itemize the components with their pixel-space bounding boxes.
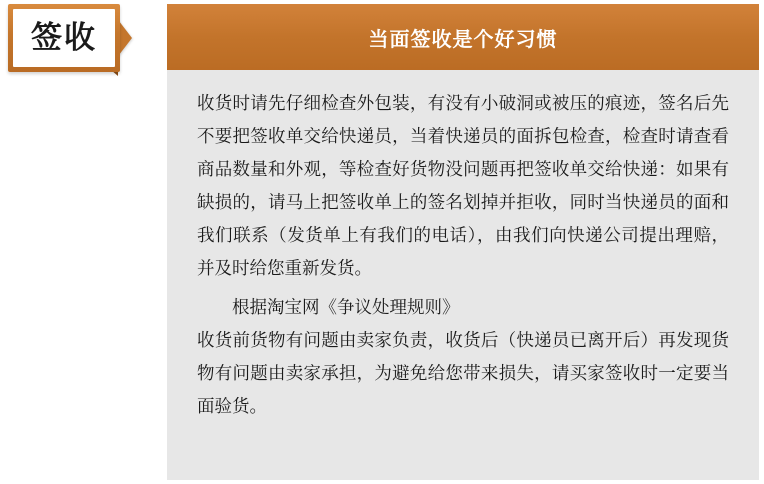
paragraph-rule-reference: 根据淘宝网《争议处理规则》 [232,298,460,318]
info-panel-body [167,70,759,434]
paragraph-inspection: 收货时请先仔细检查外包装，有没有小破洞或被压的痕迹，签名后先不要把签收单交给快递员，当着快递员的面拆包检查，检查时请查看商品数量和外观，等检查好货物没问题再把签收单交给快递：如果有缺损的，请马上把签收单上的签名划掉并拒收，同时当快递员的面和我们联系（发货单上有我们的电话），由我们向快递公司提出理赔，并及时给您重新发货。 [197,94,729,279]
info-panel-header [167,4,759,70]
signature-badge [8,4,138,82]
info-panel [167,4,759,480]
badge-frame [8,4,120,72]
badge-label: 签收 [31,19,97,56]
paragraph-responsibility: 收货前货物有问题由卖家负责，收货后（快递员已离开后）再发现货物有问题由卖家承担，为避免给您带来损失，请买家签收时一定要当面验货。 [197,331,729,417]
badge-inner [13,9,115,67]
page-title: 当面签收是个好习惯 [368,26,558,51]
